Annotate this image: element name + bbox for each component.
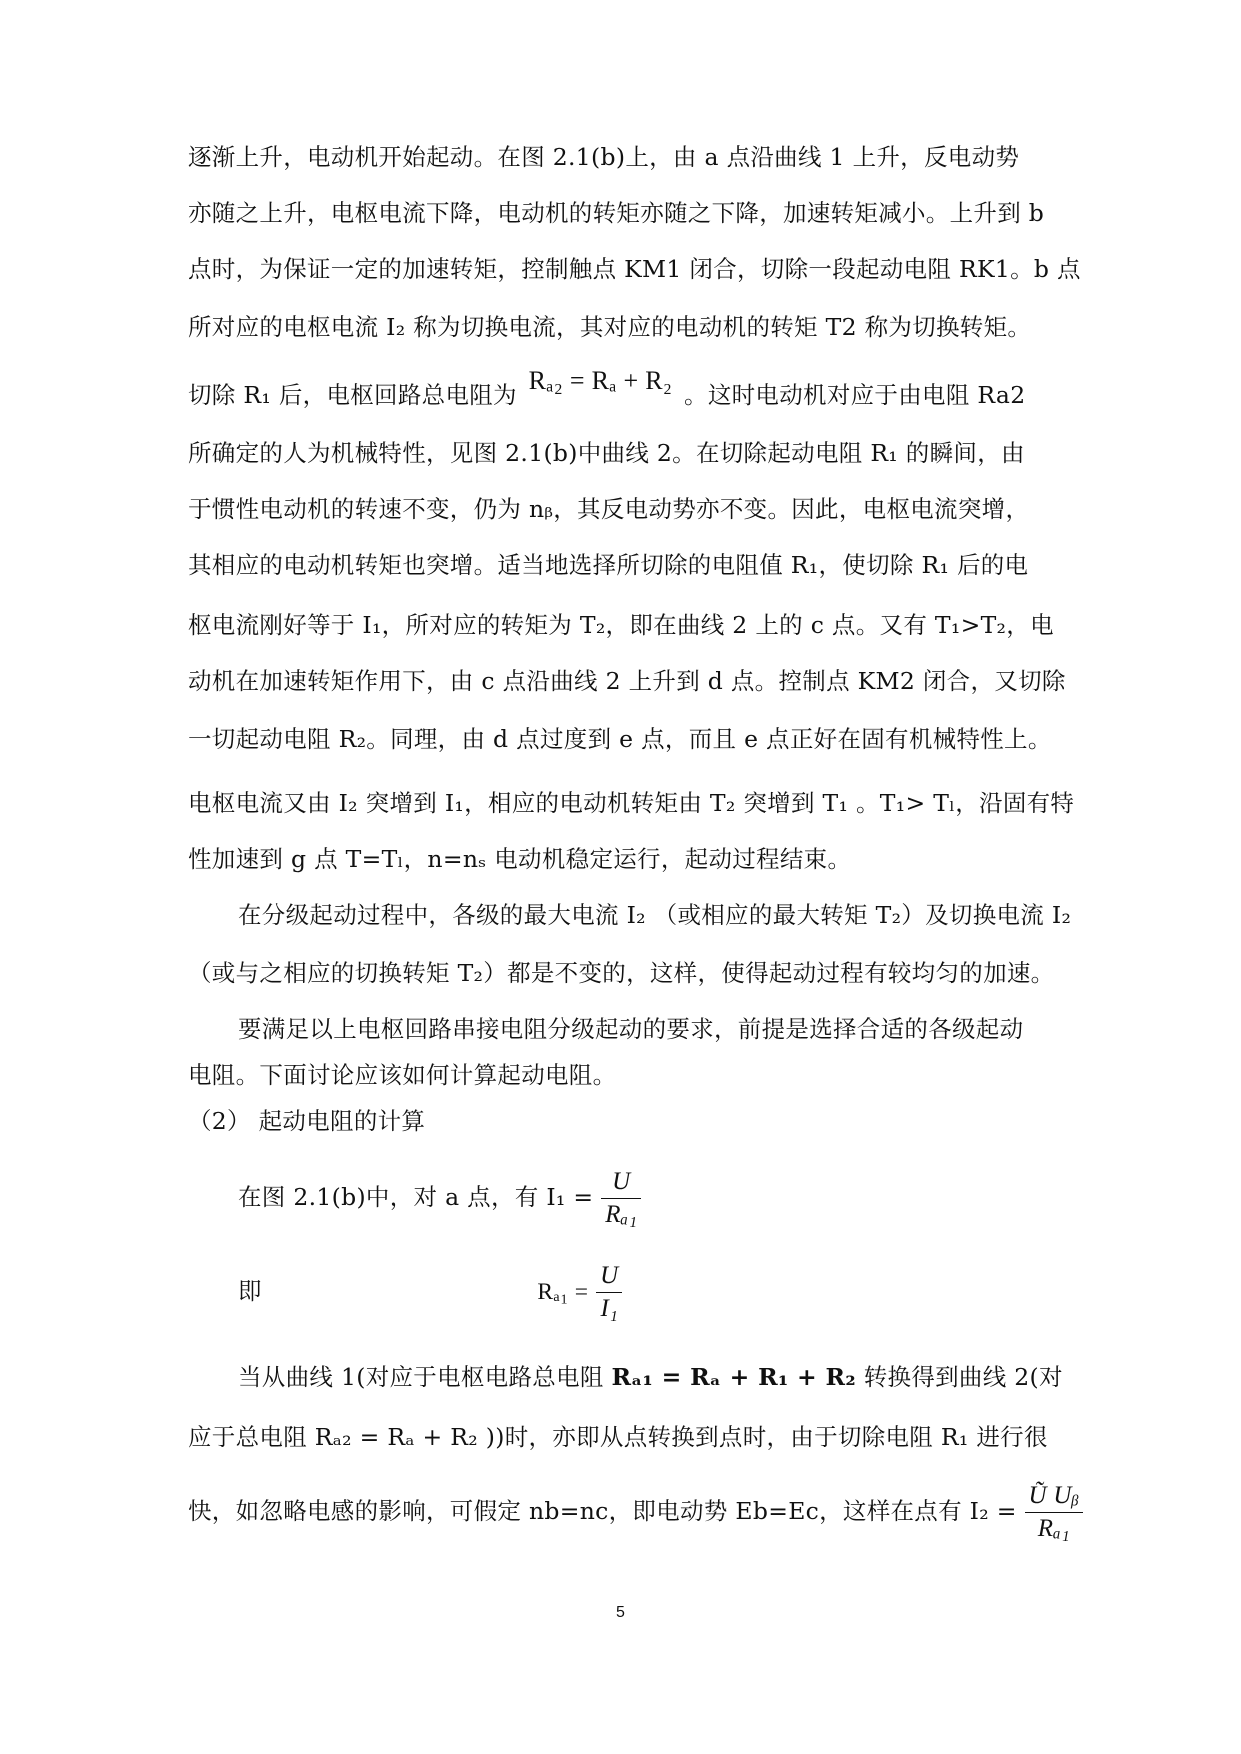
text-segment: 快，如忽略电感的影响，可假定 nb=nc，即电动势 Eb=Ec，这样在点有 I₂ = [188,1497,1017,1525]
paragraph-line: 枢电流刚好等于 I₁，所对应的转矩为 T₂，即在曲线 2 上的 c 点。又有 T₁>T₂，电 [188,611,1054,639]
paragraph-line: 逐渐上升，电动机开始起动。在图 2.1(b)上，由 a 点沿曲线 1 上升，反电动势 [188,143,1020,171]
fraction-numerator: U [601,1166,641,1199]
equation-line [238,1162,1054,1232]
text-segment: Rₐ₁ = [537,1279,589,1305]
paragraph-line-with-formula [238,1360,1063,1394]
paragraph-line: 要满足以上电枢回路串接电阻分级起动的要求，前提是选择合适的各级起动 [238,1015,1024,1043]
paragraph-line: 其相应的电动机转矩也突增。适当地选择所切除的电阻值 R₁，使切除 R₁ 后的电 [188,551,1029,579]
fraction-denominator: Rₐ₁ [605,1201,638,1228]
fraction [601,1166,641,1231]
equation-line [238,1256,1054,1327]
paragraph-line: 于惯性电动机的转速不变，仍为 nᵦ，其反电动势亦不变。因此，电枢电流突增， [188,495,1030,523]
paragraph-line: 在分级起动过程中，各级的最大电流 I₂ （或相应的最大转矩 T₂）及切换电流 I₂ [238,901,1072,929]
text-segment: 即 [238,1277,262,1305]
text-segment: 当从曲线 1(对应于电枢电路总电阻 [238,1363,604,1391]
text-segment: 切除 R₁ 后，电枢回路总电阻为 [188,381,517,409]
inline-formula: Rₐ₁ = Rₐ + R₁ + R₂ [611,1363,856,1391]
text-segment: 。这时电动机对应于由电阻 Ra2 [684,381,1026,409]
paragraph-line: 亦随之上升，电枢电流下降，电动机的转矩亦随之下降，加速转矩减小。上升到 b [188,199,1045,227]
inline-formula: Rₐ₂ = Rₐ + R₂ [528,366,673,395]
paragraph-line: （或与之相应的切换转矩 T₂）都是不变的，这样，使得起动过程有较均匀的加速。 [188,959,1055,987]
paragraph-line: 所对应的电枢电流 I₂ 称为切换电流，其对应的电动机的转矩 T2 称为切换转矩。 [188,313,1032,341]
text-segment: 转换得到曲线 2(对 [863,1363,1063,1391]
fraction [596,1260,622,1325]
paragraph-line: 点时，为保证一定的加速转矩，控制触点 KM1 闭合，切除一段起动电阻 RK1。b 点 [188,255,1081,283]
paragraph-line: 电枢电流又由 I₂ 突增到 I₁，相应的电动机转矩由 T₂ 突增到 T₁ 。T₁> Tₗ，沿固有特 [188,789,1075,817]
paragraph-line: 一切起动电阻 R₂。同理，由 d 点过度到 e 点，而且 e 点正好在固有机械特性上。 [188,725,1052,753]
fraction-numerator: U [596,1260,622,1293]
page-number: 5 [616,1604,625,1621]
fraction [1025,1480,1084,1545]
text-segment: 在图 2.1(b)中，对 a 点，有 I₁ = [238,1183,594,1211]
paragraph-line: 性加速到 g 点 T=Tₗ，n=nₛ 电动机稳定运行，起动过程结束。 [188,845,852,873]
paragraph-line: 应于总电阻 Rₐ₂ = Rₐ + R₂ ))时，亦即从点转换到点时，由于切除电阻 R₁ 进行很 [188,1423,1048,1451]
section-heading: （2） 起动电阻的计算 [188,1107,426,1135]
paragraph-line: 动机在加速转矩作用下，由 c 点沿曲线 2 上升到 d 点。控制点 KM2 闭合，又切除 [188,667,1066,695]
fraction-denominator: Rₐ₁ [1037,1515,1070,1542]
paragraph-line: 所确定的人为机械特性，见图 2.1(b)中曲线 2。在切除起动电阻 R₁ 的瞬间，由 [188,439,1025,467]
fraction-denominator: I₁ [600,1295,619,1322]
paragraph-line-with-formula [188,366,1054,412]
fraction-numerator: Ũ Uᵦ [1025,1480,1084,1513]
equation-line [188,1476,1080,1546]
paragraph-line: 电阻。下面讨论应该如何计算起动电阻。 [188,1061,617,1089]
